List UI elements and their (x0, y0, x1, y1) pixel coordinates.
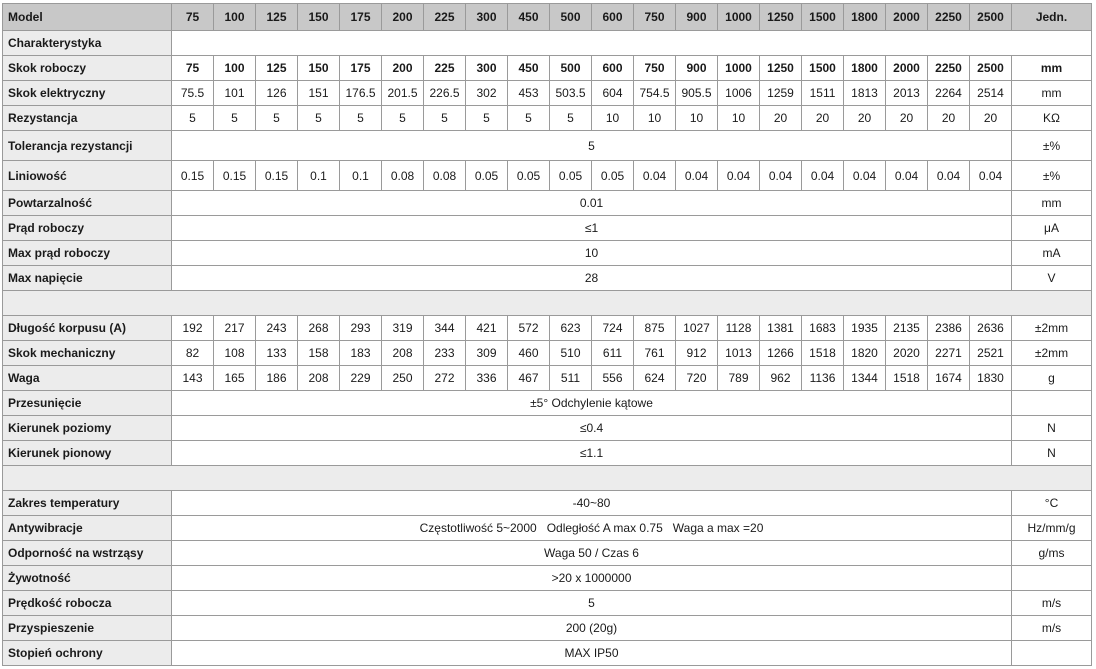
value-cell: 200 (382, 56, 424, 81)
header-model-cell: 1800 (844, 4, 886, 31)
value-cell: 0.04 (928, 161, 970, 191)
spec-row (3, 366, 1092, 391)
value-cell: 5 (298, 106, 340, 131)
value-cell: 1683 (802, 316, 844, 341)
unit-cell: Hz/mm/g (1012, 516, 1092, 541)
row-label: Charakterystyka (3, 31, 172, 56)
value-cell: 5 (550, 106, 592, 131)
value-cell: 2500 (970, 56, 1012, 81)
header-model-cell: 2250 (928, 4, 970, 31)
value-cell: 208 (382, 341, 424, 366)
span-value-cell: 28 (172, 266, 1012, 291)
value-cell: 761 (634, 341, 676, 366)
value-cell: 1259 (760, 81, 802, 106)
row-label: Przesunięcie (3, 391, 172, 416)
value-cell: 1674 (928, 366, 970, 391)
value-cell: 272 (424, 366, 466, 391)
header-model-cell: 2000 (886, 4, 928, 31)
value-cell: 5 (466, 106, 508, 131)
value-cell: 600 (592, 56, 634, 81)
header-model-cell: 1000 (718, 4, 760, 31)
span-value-cell: MAX IP50 (172, 641, 1012, 666)
spec-row (3, 131, 1092, 161)
row-label: Rezystancja (3, 106, 172, 131)
value-cell: 875 (634, 316, 676, 341)
header-model-cell: 750 (634, 4, 676, 31)
row-label: Długość korpusu (A) (3, 316, 172, 341)
empty-cell (172, 31, 1092, 56)
value-cell: 319 (382, 316, 424, 341)
header-model-cell: 1250 (760, 4, 802, 31)
value-cell: 309 (466, 341, 508, 366)
value-cell: 1800 (844, 56, 886, 81)
spec-row (3, 31, 1092, 56)
value-cell: 1266 (760, 341, 802, 366)
value-cell: 293 (340, 316, 382, 341)
value-cell: 1128 (718, 316, 760, 341)
spec-table (2, 3, 1092, 666)
value-cell: 500 (550, 56, 592, 81)
value-cell: 421 (466, 316, 508, 341)
value-cell: 1000 (718, 56, 760, 81)
value-cell: 0.15 (214, 161, 256, 191)
value-cell: 2020 (886, 341, 928, 366)
span-value-cell: Częstotliwość 5~2000 Odległość A max 0.75 Waga a max =20 (172, 516, 1012, 541)
value-cell: 150 (298, 56, 340, 81)
spec-row (3, 106, 1092, 131)
value-cell: 5 (214, 106, 256, 131)
value-cell: 2250 (928, 56, 970, 81)
unit-cell: μA (1012, 216, 1092, 241)
spec-row (3, 566, 1092, 591)
unit-cell: ±% (1012, 131, 1092, 161)
value-cell: 158 (298, 341, 340, 366)
span-value-cell: ≤1 (172, 216, 1012, 241)
value-cell: 2013 (886, 81, 928, 106)
header-model-cell: 125 (256, 4, 298, 31)
value-cell: 82 (172, 341, 214, 366)
value-cell: 623 (550, 316, 592, 341)
value-cell: 268 (298, 316, 340, 341)
span-value-cell: -40~80 (172, 491, 1012, 516)
row-label: Tolerancja rezystancji (3, 131, 172, 161)
unit-cell: g/ms (1012, 541, 1092, 566)
header-model-cell: 150 (298, 4, 340, 31)
value-cell: 300 (466, 56, 508, 81)
value-cell: 5 (172, 106, 214, 131)
header-row (3, 4, 1092, 31)
value-cell: 1381 (760, 316, 802, 341)
span-value-cell: 5 (172, 591, 1012, 616)
value-cell: 208 (298, 366, 340, 391)
value-cell: 912 (676, 341, 718, 366)
value-cell: 125 (256, 56, 298, 81)
value-cell: 75 (172, 56, 214, 81)
value-cell: 0.05 (508, 161, 550, 191)
value-cell: 10 (676, 106, 718, 131)
value-cell: 789 (718, 366, 760, 391)
value-cell: 1027 (676, 316, 718, 341)
row-label: Kierunek poziomy (3, 416, 172, 441)
row-label: Max prąd roboczy (3, 241, 172, 266)
unit-cell: KΩ (1012, 106, 1092, 131)
value-cell: 1518 (802, 341, 844, 366)
span-value-cell: ≤1.1 (172, 441, 1012, 466)
value-cell: 1935 (844, 316, 886, 341)
unit-cell: ±% (1012, 161, 1092, 191)
value-cell: 0.05 (466, 161, 508, 191)
value-cell: 720 (676, 366, 718, 391)
unit-cell: N (1012, 416, 1092, 441)
value-cell: 108 (214, 341, 256, 366)
row-label: Prąd roboczy (3, 216, 172, 241)
value-cell: 467 (508, 366, 550, 391)
value-cell: 754.5 (634, 81, 676, 106)
value-cell: 5 (508, 106, 550, 131)
row-label: Waga (3, 366, 172, 391)
value-cell: 1813 (844, 81, 886, 106)
value-cell: 1250 (760, 56, 802, 81)
span-value-cell: 200 (20g) (172, 616, 1012, 641)
value-cell: 604 (592, 81, 634, 106)
value-cell: 503.5 (550, 81, 592, 106)
unit-cell: N (1012, 441, 1092, 466)
value-cell: 624 (634, 366, 676, 391)
value-cell: 0.04 (802, 161, 844, 191)
value-cell: 0.05 (592, 161, 634, 191)
header-model-cell: 2500 (970, 4, 1012, 31)
row-label: Stopień ochrony (3, 641, 172, 666)
value-cell: 2271 (928, 341, 970, 366)
value-cell: 2135 (886, 316, 928, 341)
spacer-row (3, 466, 1092, 491)
value-cell: 572 (508, 316, 550, 341)
value-cell: 5 (256, 106, 298, 131)
value-cell: 0.08 (382, 161, 424, 191)
value-cell: 201.5 (382, 81, 424, 106)
value-cell: 962 (760, 366, 802, 391)
unit-cell (1012, 566, 1092, 591)
row-label: Antywibracje (3, 516, 172, 541)
value-cell: 183 (340, 341, 382, 366)
unit-cell: m/s (1012, 591, 1092, 616)
value-cell: 2264 (928, 81, 970, 106)
value-cell: 1006 (718, 81, 760, 106)
span-value-cell: 10 (172, 241, 1012, 266)
value-cell: 229 (340, 366, 382, 391)
spec-row (3, 81, 1092, 106)
value-cell: 0.15 (172, 161, 214, 191)
value-cell: 2386 (928, 316, 970, 341)
value-cell: 0.08 (424, 161, 466, 191)
row-label: Max napięcie (3, 266, 172, 291)
value-cell: 5 (382, 106, 424, 131)
value-cell: 2636 (970, 316, 1012, 341)
value-cell: 75.5 (172, 81, 214, 106)
value-cell: 100 (214, 56, 256, 81)
row-label: Skok mechaniczny (3, 341, 172, 366)
row-label: Skok elektryczny (3, 81, 172, 106)
value-cell: 1830 (970, 366, 1012, 391)
row-label: Zakres temperatury (3, 491, 172, 516)
value-cell: 0.05 (550, 161, 592, 191)
unit-cell: mA (1012, 241, 1092, 266)
value-cell: 336 (466, 366, 508, 391)
spec-row (3, 491, 1092, 516)
value-cell: 101 (214, 81, 256, 106)
value-cell: 453 (508, 81, 550, 106)
value-cell: 20 (802, 106, 844, 131)
row-label: Prędkość robocza (3, 591, 172, 616)
value-cell: 10 (718, 106, 760, 131)
value-cell: 0.1 (298, 161, 340, 191)
span-value-cell: >20 x 1000000 (172, 566, 1012, 591)
spacer-cell (3, 291, 1092, 316)
value-cell: 20 (760, 106, 802, 131)
spec-row (3, 516, 1092, 541)
value-cell: 225 (424, 56, 466, 81)
row-label: Kierunek pionowy (3, 441, 172, 466)
value-cell: 0.04 (844, 161, 886, 191)
header-model-cell: 600 (592, 4, 634, 31)
value-cell: 1136 (802, 366, 844, 391)
span-value-cell: ≤0.4 (172, 416, 1012, 441)
spec-row (3, 191, 1092, 216)
spec-table-body (3, 31, 1092, 666)
value-cell: 243 (256, 316, 298, 341)
spacer-row (3, 291, 1092, 316)
row-label: Liniowość (3, 161, 172, 191)
value-cell: 0.04 (676, 161, 718, 191)
unit-cell (1012, 391, 1092, 416)
row-label: Powtarzalność (3, 191, 172, 216)
spec-row (3, 56, 1092, 81)
value-cell: 0.04 (970, 161, 1012, 191)
value-cell: 5 (340, 106, 382, 131)
value-cell: 1820 (844, 341, 886, 366)
value-cell: 20 (928, 106, 970, 131)
value-cell: 905.5 (676, 81, 718, 106)
header-model-cell: 100 (214, 4, 256, 31)
header-model-cell: 200 (382, 4, 424, 31)
value-cell: 900 (676, 56, 718, 81)
value-cell: 10 (634, 106, 676, 131)
value-cell: 511 (550, 366, 592, 391)
spec-row (3, 641, 1092, 666)
span-value-cell: Waga 50 / Czas 6 (172, 541, 1012, 566)
span-value-cell: ±5° Odchylenie kątowe (172, 391, 1012, 416)
header-model-cell: 1500 (802, 4, 844, 31)
header-model-label: Model (3, 4, 172, 31)
spec-row (3, 391, 1092, 416)
value-cell: 226.5 (424, 81, 466, 106)
value-cell: 151 (298, 81, 340, 106)
value-cell: 510 (550, 341, 592, 366)
value-cell: 20 (886, 106, 928, 131)
value-cell: 2000 (886, 56, 928, 81)
unit-cell: V (1012, 266, 1092, 291)
value-cell: 1511 (802, 81, 844, 106)
value-cell: 611 (592, 341, 634, 366)
value-cell: 233 (424, 341, 466, 366)
spec-row (3, 266, 1092, 291)
unit-cell: mm (1012, 81, 1092, 106)
value-cell: 0.04 (718, 161, 760, 191)
header-model-cell: 900 (676, 4, 718, 31)
header-unit-label: Jedn. (1012, 4, 1092, 31)
unit-cell: ±2mm (1012, 316, 1092, 341)
spec-row (3, 341, 1092, 366)
value-cell: 0.04 (634, 161, 676, 191)
value-cell: 1500 (802, 56, 844, 81)
span-value-cell: 0.01 (172, 191, 1012, 216)
value-cell: 10 (592, 106, 634, 131)
unit-cell (1012, 641, 1092, 666)
value-cell: 1344 (844, 366, 886, 391)
spacer-cell (3, 466, 1092, 491)
value-cell: 556 (592, 366, 634, 391)
value-cell: 460 (508, 341, 550, 366)
value-cell: 750 (634, 56, 676, 81)
value-cell: 217 (214, 316, 256, 341)
value-cell: 2521 (970, 341, 1012, 366)
value-cell: 5 (424, 106, 466, 131)
value-cell: 126 (256, 81, 298, 106)
value-cell: 143 (172, 366, 214, 391)
spec-row (3, 441, 1092, 466)
value-cell: 0.04 (886, 161, 928, 191)
unit-cell: mm (1012, 56, 1092, 81)
value-cell: 1518 (886, 366, 928, 391)
spec-row (3, 316, 1092, 341)
header-model-cell: 500 (550, 4, 592, 31)
value-cell: 20 (844, 106, 886, 131)
value-cell: 192 (172, 316, 214, 341)
row-label: Żywotność (3, 566, 172, 591)
header-model-cell: 300 (466, 4, 508, 31)
value-cell: 450 (508, 56, 550, 81)
value-cell: 175 (340, 56, 382, 81)
unit-cell: °C (1012, 491, 1092, 516)
value-cell: 20 (970, 106, 1012, 131)
spec-row (3, 161, 1092, 191)
unit-cell: m/s (1012, 616, 1092, 641)
spec-row (3, 216, 1092, 241)
value-cell: 133 (256, 341, 298, 366)
unit-cell: mm (1012, 191, 1092, 216)
value-cell: 176.5 (340, 81, 382, 106)
spec-row (3, 591, 1092, 616)
spec-row (3, 416, 1092, 441)
value-cell: 165 (214, 366, 256, 391)
spec-row (3, 541, 1092, 566)
header-model-cell: 450 (508, 4, 550, 31)
value-cell: 1013 (718, 341, 760, 366)
value-cell: 2514 (970, 81, 1012, 106)
value-cell: 302 (466, 81, 508, 106)
row-label: Skok roboczy (3, 56, 172, 81)
unit-cell: ±2mm (1012, 341, 1092, 366)
value-cell: 344 (424, 316, 466, 341)
unit-cell: g (1012, 366, 1092, 391)
header-model-cell: 175 (340, 4, 382, 31)
value-cell: 724 (592, 316, 634, 341)
value-cell: 250 (382, 366, 424, 391)
header-model-cell: 75 (172, 4, 214, 31)
value-cell: 0.15 (256, 161, 298, 191)
row-label: Przyspieszenie (3, 616, 172, 641)
header-model-cell: 225 (424, 4, 466, 31)
spec-row (3, 616, 1092, 641)
value-cell: 0.04 (760, 161, 802, 191)
span-value-cell: 5 (172, 131, 1012, 161)
value-cell: 0.1 (340, 161, 382, 191)
spec-row (3, 241, 1092, 266)
value-cell: 186 (256, 366, 298, 391)
row-label: Odporność na wstrząsy (3, 541, 172, 566)
